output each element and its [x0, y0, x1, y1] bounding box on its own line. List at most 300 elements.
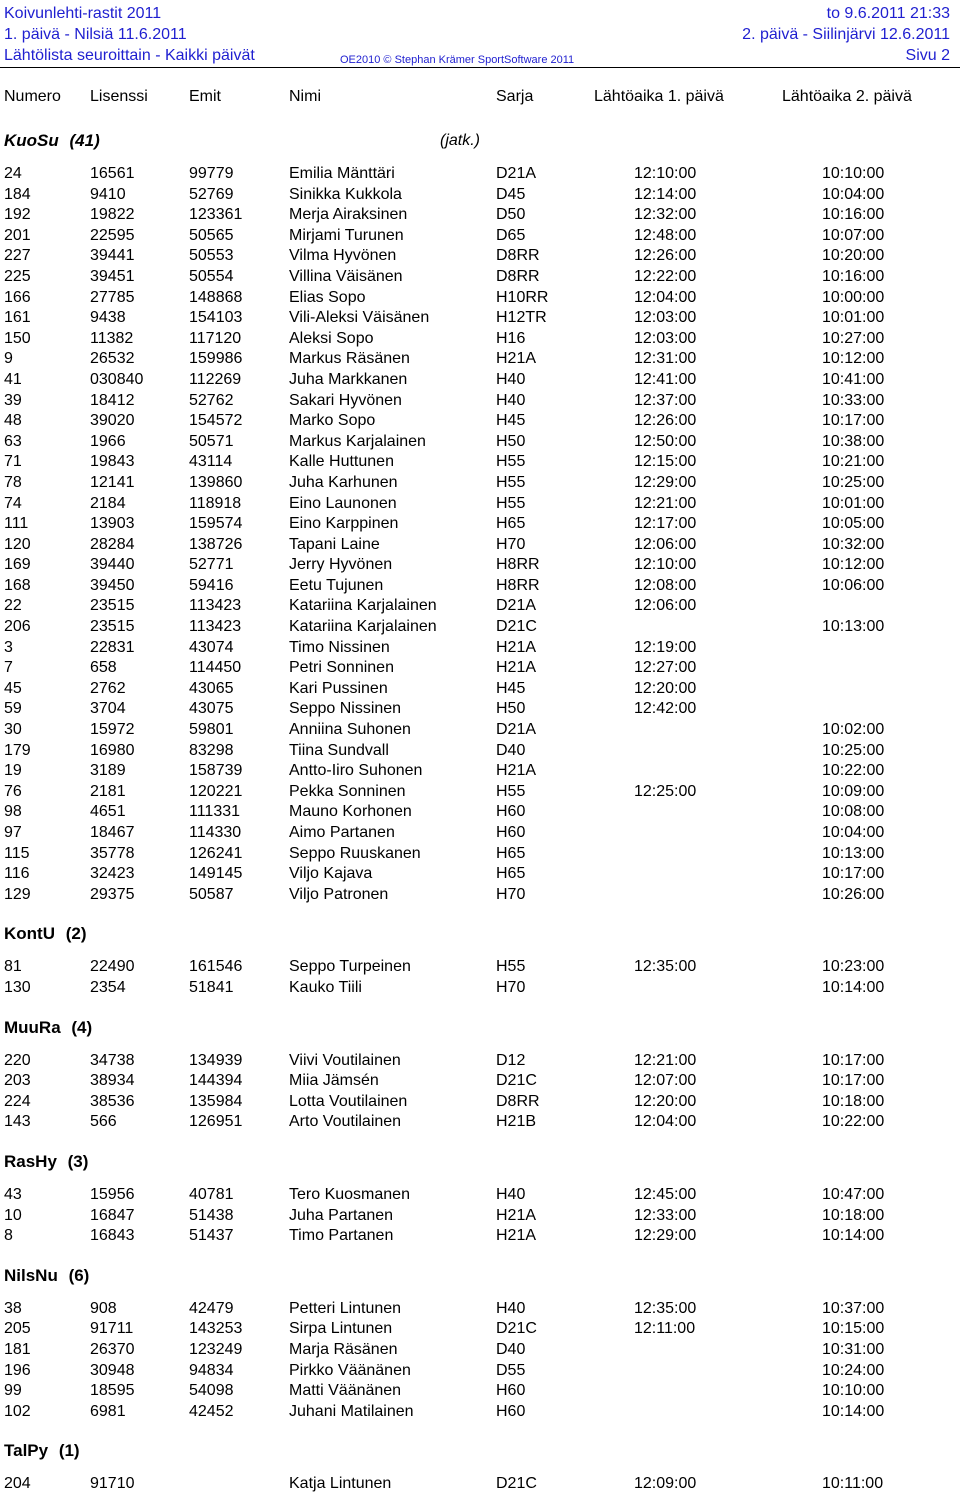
cell-numero: 120 [4, 535, 31, 553]
cell-sarja: H60 [496, 803, 526, 821]
cell-numero: 130 [4, 978, 31, 996]
table-row [0, 185, 960, 206]
cell-emit: 59416 [189, 576, 234, 594]
cell-lisenssi: 32423 [90, 865, 135, 883]
table-row [0, 1381, 960, 1402]
cell-start-day1: 12:32:00 [634, 206, 697, 224]
cell-start-day1: 12:09:00 [634, 1475, 697, 1493]
club-name: MuuRa [4, 1017, 61, 1037]
cell-numero: 8 [4, 1227, 13, 1245]
cell-start-day2: 10:11:00 [822, 1475, 884, 1493]
cell-nimi: Jerry Hyvönen [289, 556, 393, 574]
cell-emit: 43075 [189, 700, 234, 718]
club-gap [0, 1422, 960, 1436]
cell-start-day2: 10:13:00 [822, 618, 885, 636]
cell-start-day1: 12:20:00 [634, 679, 697, 697]
cell-start-day2: 10:12:00 [822, 556, 885, 574]
cell-sarja: H65 [496, 515, 526, 533]
cell-numero: 225 [4, 267, 31, 285]
cell-numero: 181 [4, 1340, 31, 1358]
cell-sarja: H21A [496, 638, 537, 656]
table-row [0, 494, 960, 515]
cell-start-day2: 10:07:00 [822, 226, 885, 244]
club-gap [0, 1247, 960, 1261]
cell-numero: 161 [4, 309, 31, 327]
cell-start-day1: 12:04:00 [634, 1113, 697, 1131]
cell-sarja: H55 [496, 494, 526, 512]
cell-start-day1: 12:08:00 [634, 576, 697, 594]
club-heading [0, 1147, 960, 1177]
cell-start-day2: 10:16:00 [822, 206, 885, 224]
club-count: (3) [62, 1151, 89, 1171]
cell-emit: 50553 [189, 247, 234, 265]
cell-numero: 143 [4, 1113, 31, 1131]
col-emit: Emit [189, 88, 221, 105]
cell-numero: 129 [4, 885, 31, 903]
cell-nimi: Vilma Hyvönen [289, 247, 397, 265]
cell-nimi: Aleksi Sopo [289, 329, 374, 347]
cell-start-day2: 10:24:00 [822, 1361, 885, 1379]
column-headers [0, 88, 960, 110]
club-count: (41) [64, 131, 100, 150]
cell-lisenssi: 39451 [90, 267, 135, 285]
cell-lisenssi: 12141 [90, 473, 135, 491]
cell-lisenssi: 26370 [90, 1340, 135, 1358]
table-row [0, 246, 960, 267]
cell-sarja: D21A [496, 597, 537, 615]
cell-emit: 50554 [189, 267, 234, 285]
table-row [0, 864, 960, 885]
cell-nimi: Eino Karppinen [289, 515, 399, 533]
cell-lisenssi: 16847 [90, 1206, 135, 1224]
cell-lisenssi: 16843 [90, 1227, 135, 1245]
cell-start-day1: 12:06:00 [634, 535, 697, 553]
cell-sarja: H10RR [496, 288, 549, 306]
cell-start-day2: 10:15:00 [822, 1320, 885, 1338]
cell-sarja: H40 [496, 391, 526, 409]
club-heading [0, 1261, 960, 1291]
cell-nimi: Juhani Matilainen [289, 1402, 414, 1420]
cell-numero: 39 [4, 391, 22, 409]
cell-start-day1: 12:42:00 [634, 700, 697, 718]
cell-lisenssi: 908 [90, 1299, 117, 1317]
cell-emit: 51437 [189, 1227, 234, 1245]
cell-start-day1: 12:45:00 [634, 1185, 697, 1203]
cell-sarja: H40 [496, 370, 526, 388]
cell-start-day1: 12:17:00 [634, 515, 697, 533]
table-row [0, 288, 960, 309]
cell-start-day2: 10:32:00 [822, 535, 885, 553]
club-name: RasHy [4, 1151, 57, 1171]
table-row [0, 1092, 960, 1113]
table-row [0, 1340, 960, 1361]
cell-nimi: Timo Partanen [289, 1227, 394, 1245]
cell-numero: 206 [4, 618, 31, 636]
cell-start-day1: 12:50:00 [634, 432, 697, 450]
cell-lisenssi: 19822 [90, 206, 135, 224]
cell-emit: 114450 [189, 659, 242, 677]
cell-start-day2: 10:04:00 [822, 824, 885, 841]
cell-numero: 203 [4, 1072, 31, 1090]
cell-sarja: H40 [496, 1299, 526, 1317]
club-name: KontU [4, 924, 55, 944]
club-spacer [0, 949, 960, 957]
club-heading [0, 1436, 960, 1466]
cell-start-day2: 10:18:00 [822, 1092, 885, 1110]
club-name: NilsNu [4, 1265, 58, 1285]
cell-start-day1: 12:11:00 [634, 1320, 696, 1338]
club-heading [0, 1013, 960, 1043]
cell-numero: 224 [4, 1092, 31, 1110]
cell-nimi: Petri Sonninen [289, 659, 394, 677]
table-row [0, 782, 960, 803]
cell-lisenssi: 18467 [90, 824, 135, 841]
cell-emit: 159574 [189, 515, 243, 533]
club-name: TalPy [4, 1441, 49, 1461]
cell-numero: 30 [4, 721, 22, 739]
cell-emit: 149145 [189, 865, 243, 883]
cell-nimi: Sakari Hyvönen [289, 391, 402, 409]
cell-start-day2: 10:01:00 [822, 494, 885, 512]
club-count: (1) [54, 1441, 80, 1461]
table-row [0, 679, 960, 700]
cell-start-day2: 10:22:00 [822, 1113, 885, 1131]
table-row [0, 823, 960, 844]
cell-start-day2: 10:22:00 [822, 762, 885, 780]
cell-start-day1: 12:48:00 [634, 226, 697, 244]
table-row [0, 1226, 960, 1247]
cell-start-day1: 12:22:00 [634, 267, 697, 285]
cell-start-day2: 10:17:00 [822, 1051, 885, 1069]
cell-emit: 52771 [189, 556, 234, 574]
cell-emit: 112269 [189, 370, 242, 388]
cell-numero: 169 [4, 556, 31, 574]
cell-sarja: H50 [496, 700, 526, 718]
page-number: Sivu 2 [905, 47, 950, 64]
cell-lisenssi: 16980 [90, 741, 135, 759]
table-row [0, 226, 960, 247]
cell-sarja: H60 [496, 1382, 526, 1400]
table-row [0, 1402, 960, 1423]
cell-start-day2: 10:31:00 [822, 1340, 885, 1358]
cell-numero: 184 [4, 185, 31, 203]
cell-numero: 19 [4, 762, 22, 780]
table-row [0, 1071, 960, 1092]
cell-lisenssi: 27785 [90, 288, 135, 306]
cell-emit: 161546 [189, 958, 243, 976]
club-heading [0, 919, 960, 949]
cell-numero: 201 [4, 226, 31, 244]
cell-start-day2: 10:17:00 [822, 865, 885, 883]
table-row [0, 555, 960, 576]
cell-start-day2: 10:25:00 [822, 741, 885, 759]
cell-start-day1: 12:27:00 [634, 659, 697, 677]
cell-emit: 114330 [189, 824, 242, 841]
table-row [0, 720, 960, 741]
cell-nimi: Markus Räsänen [289, 350, 410, 368]
cell-numero: 9 [4, 350, 13, 368]
cell-start-day1: 12:10:00 [634, 556, 697, 574]
cell-numero: 220 [4, 1051, 31, 1069]
cell-start-day1: 12:31:00 [634, 350, 697, 368]
cell-lisenssi: 3704 [90, 700, 126, 718]
table-row [0, 329, 960, 350]
cell-lisenssi: 39441 [90, 247, 135, 265]
cell-emit: 113423 [189, 597, 242, 615]
cell-sarja: H21A [496, 762, 537, 780]
table-row [0, 761, 960, 782]
cell-nimi: Kalle Huttunen [289, 453, 394, 471]
club-spacer [0, 1291, 960, 1299]
col-sarja: Sarja [496, 88, 534, 105]
cell-nimi: Antto-Iiro Suhonen [289, 762, 423, 780]
cell-start-day1: 12:10:00 [634, 165, 697, 182]
cell-start-day2: 10:33:00 [822, 391, 885, 409]
cell-numero: 116 [4, 865, 30, 883]
col-start-day2: Lähtöaika 2. päivä [782, 88, 912, 105]
table-row [0, 535, 960, 556]
cell-lisenssi: 22595 [90, 226, 135, 244]
cell-numero: 179 [4, 741, 31, 759]
cell-numero: 166 [4, 288, 31, 306]
cell-numero: 48 [4, 412, 22, 430]
cell-numero: 192 [4, 206, 31, 224]
cell-start-day2: 10:12:00 [822, 350, 885, 368]
cell-sarja: H65 [496, 865, 526, 883]
cell-emit: 113423 [189, 618, 242, 636]
cell-nimi: Kari Pussinen [289, 679, 388, 697]
col-nimi: Nimi [289, 88, 321, 105]
cell-nimi: Viljo Kajava [289, 865, 373, 883]
cell-nimi: Mauno Korhonen [289, 803, 412, 821]
cell-lisenssi: 19843 [90, 453, 135, 471]
cell-numero: 59 [4, 700, 22, 718]
cell-numero: 111 [4, 515, 29, 533]
cell-emit: 52762 [189, 391, 234, 409]
cell-emit: 135984 [189, 1092, 243, 1110]
cell-nimi: Aimo Partanen [289, 824, 395, 841]
cell-start-day2: 10:14:00 [822, 1227, 885, 1245]
cell-emit: 43114 [189, 453, 233, 471]
cell-start-day1: 12:14:00 [634, 185, 697, 203]
cell-nimi: Katariina Karjalainen [289, 618, 437, 636]
table-row [0, 452, 960, 473]
cell-sarja: H65 [496, 844, 526, 862]
cell-nimi: Seppo Ruuskanen [289, 844, 421, 862]
cell-nimi: Sirpa Lintunen [289, 1320, 393, 1338]
cell-nimi: Petteri Lintunen [289, 1299, 402, 1317]
cell-lisenssi: 91710 [90, 1475, 135, 1493]
cell-sarja: H16 [496, 329, 526, 347]
cell-emit: 42479 [189, 1299, 234, 1317]
cell-sarja: H8RR [496, 576, 540, 594]
cell-start-day2: 10:14:00 [822, 1402, 885, 1420]
cell-lisenssi: 28284 [90, 535, 135, 553]
software-credit: OE2010 © Stephan Krämer SportSoftware 2011 [340, 54, 575, 66]
cell-numero: 7 [4, 659, 13, 677]
cell-lisenssi: 2184 [90, 494, 126, 512]
cell-emit: 148868 [189, 288, 243, 306]
cell-start-day2: 10:21:00 [822, 453, 885, 471]
cell-lisenssi: 2354 [90, 978, 126, 996]
cell-numero: 102 [4, 1402, 31, 1420]
header-divider [0, 67, 960, 68]
table-row [0, 308, 960, 329]
cell-nimi: Anniina Suhonen [289, 721, 411, 739]
start-list [0, 126, 960, 1495]
cell-lisenssi: 18595 [90, 1382, 135, 1400]
cell-emit: 51438 [189, 1206, 234, 1224]
cell-numero: 168 [4, 576, 31, 594]
cell-nimi: Mirjami Turunen [289, 226, 404, 244]
cell-lisenssi: 23515 [90, 618, 135, 636]
cell-lisenssi: 39450 [90, 576, 135, 594]
cell-emit: 154103 [189, 309, 243, 327]
cell-nimi: Viljo Patronen [289, 885, 389, 903]
cell-emit: 143253 [189, 1320, 243, 1338]
cell-emit: 50571 [189, 432, 234, 450]
cell-sarja: D55 [496, 1361, 526, 1379]
cell-start-day1: 12:29:00 [634, 1227, 697, 1245]
cell-nimi: Merja Airaksinen [289, 206, 408, 224]
cell-nimi: Miia Jämsén [289, 1072, 379, 1090]
cell-nimi: Eetu Tujunen [289, 576, 384, 594]
table-row [0, 844, 960, 865]
table-row [0, 658, 960, 679]
table-row [0, 699, 960, 720]
cell-nimi: Tapani Laine [289, 535, 380, 553]
cell-start-day2: 10:10:00 [822, 1382, 885, 1400]
cell-nimi: Katja Lintunen [289, 1475, 392, 1493]
cell-numero: 71 [4, 453, 22, 471]
cell-sarja: H45 [496, 679, 526, 697]
cell-lisenssi: 2762 [90, 679, 126, 697]
cell-nimi: Sinikka Kukkola [289, 185, 402, 203]
cell-lisenssi: 26532 [90, 350, 135, 368]
cell-numero: 22 [4, 597, 22, 615]
table-row [0, 1112, 960, 1133]
cell-start-day1: 12:15:00 [634, 453, 697, 471]
cell-emit: 154572 [189, 412, 243, 430]
cell-nimi: Kauko Tiili [289, 978, 362, 996]
cell-start-day2: 10:17:00 [822, 1072, 885, 1090]
cell-sarja: H55 [496, 958, 526, 976]
cell-emit: 120221 [189, 782, 243, 800]
cell-nimi: Lotta Voutilainen [289, 1092, 408, 1110]
cell-nimi: Tiina Sundvall [289, 741, 389, 759]
continued-label: (jatk.) [440, 132, 480, 149]
cell-start-day2: 10:05:00 [822, 515, 885, 533]
cell-start-day2: 10:20:00 [822, 247, 885, 265]
cell-start-day1: 12:41:00 [634, 370, 697, 388]
club-gap [0, 1133, 960, 1147]
cell-start-day1: 12:37:00 [634, 391, 697, 409]
cell-numero: 78 [4, 473, 22, 491]
cell-lisenssi: 38536 [90, 1092, 135, 1110]
cell-emit: 126241 [189, 844, 243, 862]
cell-sarja: H60 [496, 824, 526, 841]
cell-sarja: D21A [496, 165, 537, 182]
table-row [0, 1051, 960, 1072]
cell-nimi: Marko Sopo [289, 412, 376, 430]
cell-start-day2: 10:37:00 [822, 1299, 885, 1317]
cell-nimi: Arto Voutilainen [289, 1113, 402, 1131]
table-row [0, 205, 960, 226]
cell-sarja: D50 [496, 206, 526, 224]
cell-sarja: H40 [496, 1185, 526, 1203]
cell-sarja: H8RR [496, 556, 540, 574]
table-row [0, 638, 960, 659]
event-title: Koivunlehti-rastit 2011 [4, 5, 162, 22]
table-row [0, 1474, 960, 1495]
cell-start-day2: 10:10:00 [822, 165, 885, 182]
cell-emit: 126951 [189, 1113, 243, 1131]
cell-numero: 227 [4, 247, 31, 265]
table-row [0, 978, 960, 999]
cell-emit: 159986 [189, 350, 243, 368]
table-row [0, 576, 960, 597]
cell-start-day2: 10:17:00 [822, 412, 885, 430]
cell-lisenssi: 35778 [90, 844, 135, 862]
cell-lisenssi: 566 [90, 1113, 117, 1131]
cell-start-day2: 10:09:00 [822, 782, 885, 800]
cell-lisenssi: 16561 [90, 165, 135, 182]
cell-numero: 204 [4, 1475, 31, 1493]
club-count: (2) [60, 924, 87, 944]
cell-sarja: H12TR [496, 309, 547, 327]
cell-sarja: H70 [496, 535, 526, 553]
cell-start-day2: 10:18:00 [822, 1206, 885, 1224]
cell-lisenssi: 22831 [90, 638, 135, 656]
cell-start-day1: 12:03:00 [634, 329, 697, 347]
cell-lisenssi: 22490 [90, 958, 135, 976]
club-gap [0, 905, 960, 919]
cell-lisenssi: 23515 [90, 597, 135, 615]
table-row [0, 741, 960, 762]
cell-sarja: H50 [496, 432, 526, 450]
cell-numero: 205 [4, 1320, 31, 1338]
cell-start-day2: 10:26:00 [822, 885, 885, 903]
cell-sarja: D21C [496, 618, 537, 636]
cell-nimi: Pirkko Väänänen [289, 1361, 411, 1379]
club-spacer [0, 1043, 960, 1051]
cell-numero: 76 [4, 782, 22, 800]
table-row [0, 349, 960, 370]
cell-sarja: H21A [496, 350, 537, 368]
cell-emit: 43074 [189, 638, 234, 656]
cell-lisenssi: 39440 [90, 556, 135, 574]
cell-lisenssi: 15956 [90, 1185, 135, 1203]
table-row [0, 432, 960, 453]
cell-start-day1: 12:26:00 [634, 412, 697, 430]
cell-numero: 45 [4, 679, 22, 697]
cell-sarja: D8RR [496, 267, 540, 285]
cell-emit: 59801 [189, 721, 234, 739]
cell-lisenssi: 91711 [90, 1320, 134, 1338]
cell-emit: 43065 [189, 679, 234, 697]
club-name: KuoSu [4, 131, 59, 150]
table-row [0, 1206, 960, 1227]
cell-sarja: D21C [496, 1320, 537, 1338]
cell-lisenssi: 18412 [90, 391, 135, 409]
cell-numero: 99 [4, 1382, 22, 1400]
cell-sarja: H21B [496, 1113, 537, 1131]
cell-emit: 52769 [189, 185, 234, 203]
table-row [0, 514, 960, 535]
table-row [0, 411, 960, 432]
cell-start-day2: 10:02:00 [822, 721, 885, 739]
cell-numero: 3 [4, 638, 13, 656]
